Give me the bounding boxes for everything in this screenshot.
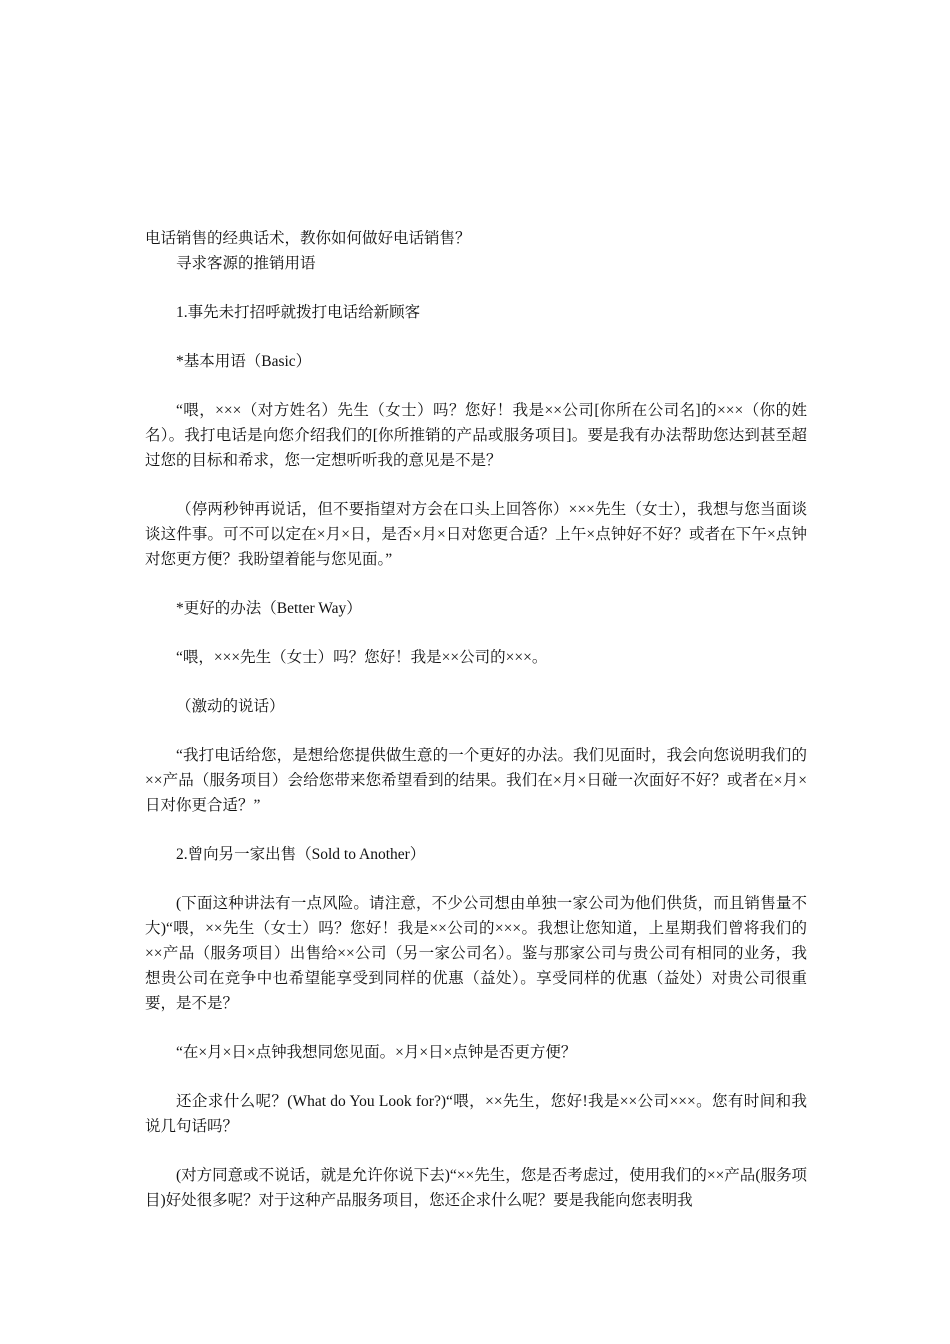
- paragraph-gap: [145, 374, 807, 398]
- paragraph-gap: [145, 719, 807, 743]
- body-paragraph: 还企求什么呢？(What do You Look for?)“喂，××先生，您好!我是××公司×××。您有时间和我说几句话吗？: [145, 1093, 807, 1135]
- body-paragraph: （激动的说话）: [176, 698, 285, 715]
- body-paragraph: (下面这种讲法有一点风险。请注意，不少公司想由单独一家公司为他们供货，而且销售量不大)“喂，××先生（女士）吗？您好！我是××公司的×××。我想让您知道，上星期我们曾将我们的××产品（服务项目）出售给××公司（另一家公司名）。鉴与那家公司与贵公司有相同的业务，我想贵公司在竞争中也希望能享受到同样的优惠（益处）。享受同样的优惠（益处）对贵公司很重要，是不是？: [145, 895, 807, 1012]
- body-paragraph: “喂，×××（对方姓名）先生（女士）吗？您好！我是××公司[你所在公司名]的×××（你的姓名）。我打电话是向您介绍我们的[你所推销的产品或服务项目]。要是我有办法帮助您达到甚至超过您的目标和希求，您一定想听听我的意见是不是？: [145, 402, 807, 469]
- paragraph-gap: [145, 621, 807, 645]
- paragraph-gap: [145, 473, 807, 497]
- document-page: [145, 226, 807, 1213]
- subsection-heading: *更好的办法（Better Way）: [176, 600, 362, 617]
- section-heading: 寻求客源的推销用语: [176, 255, 316, 272]
- subsection-heading: *基本用语（Basic）: [176, 353, 312, 370]
- paragraph-gap: [145, 276, 807, 300]
- paragraph-gap: [145, 867, 807, 891]
- subsection-heading: 1.事先未打招呼就拨打电话给新顾客: [176, 304, 421, 321]
- paragraph-gap: [145, 1065, 807, 1089]
- paragraph-gap: [145, 325, 807, 349]
- paragraph-gap: [145, 1139, 807, 1163]
- paragraph-gap: [145, 670, 807, 694]
- paragraph-gap: [145, 818, 807, 842]
- paragraph-gap: [145, 572, 807, 596]
- body-paragraph: (对方同意或不说话，就是允许你说下去)“××先生，您是否考虑过，使用我们的××产品(服务项目)好处很多呢？对于这种产品服务项目，您还企求什么呢？要是我能向您表明我: [145, 1167, 807, 1209]
- document-title: 电话销售的经典话术，教你如何做好电话销售？: [145, 230, 471, 247]
- body-paragraph: “在×月×日×点钟我想同您见面。×月×日×点钟是否更方便？: [176, 1044, 577, 1061]
- body-paragraph: “我打电话给您，是想给您提供做生意的一个更好的办法。我们见面时，我会向您说明我们的××产品（服务项目）会给您带来您希望看到的结果。我们在×月×日碰一次面好不好？或者在×月×日对你更合适？”: [145, 747, 807, 814]
- paragraph-gap: [145, 1016, 807, 1040]
- body-paragraph: （停两秒钟再说话，但不要指望对方会在口头上回答你）×××先生（女士），我想与您当面谈谈这件事。可不可以定在×月×日，是否×月×日对您更合适？上午×点钟好不好？或者在下午×点钟对您更方便？我盼望着能与您见面。”: [145, 501, 807, 568]
- subsection-heading: 2.曾向另一家出售（Sold to Another）: [176, 846, 426, 863]
- body-paragraph: “喂，×××先生（女士）吗？您好！我是××公司的×××。: [176, 649, 548, 666]
